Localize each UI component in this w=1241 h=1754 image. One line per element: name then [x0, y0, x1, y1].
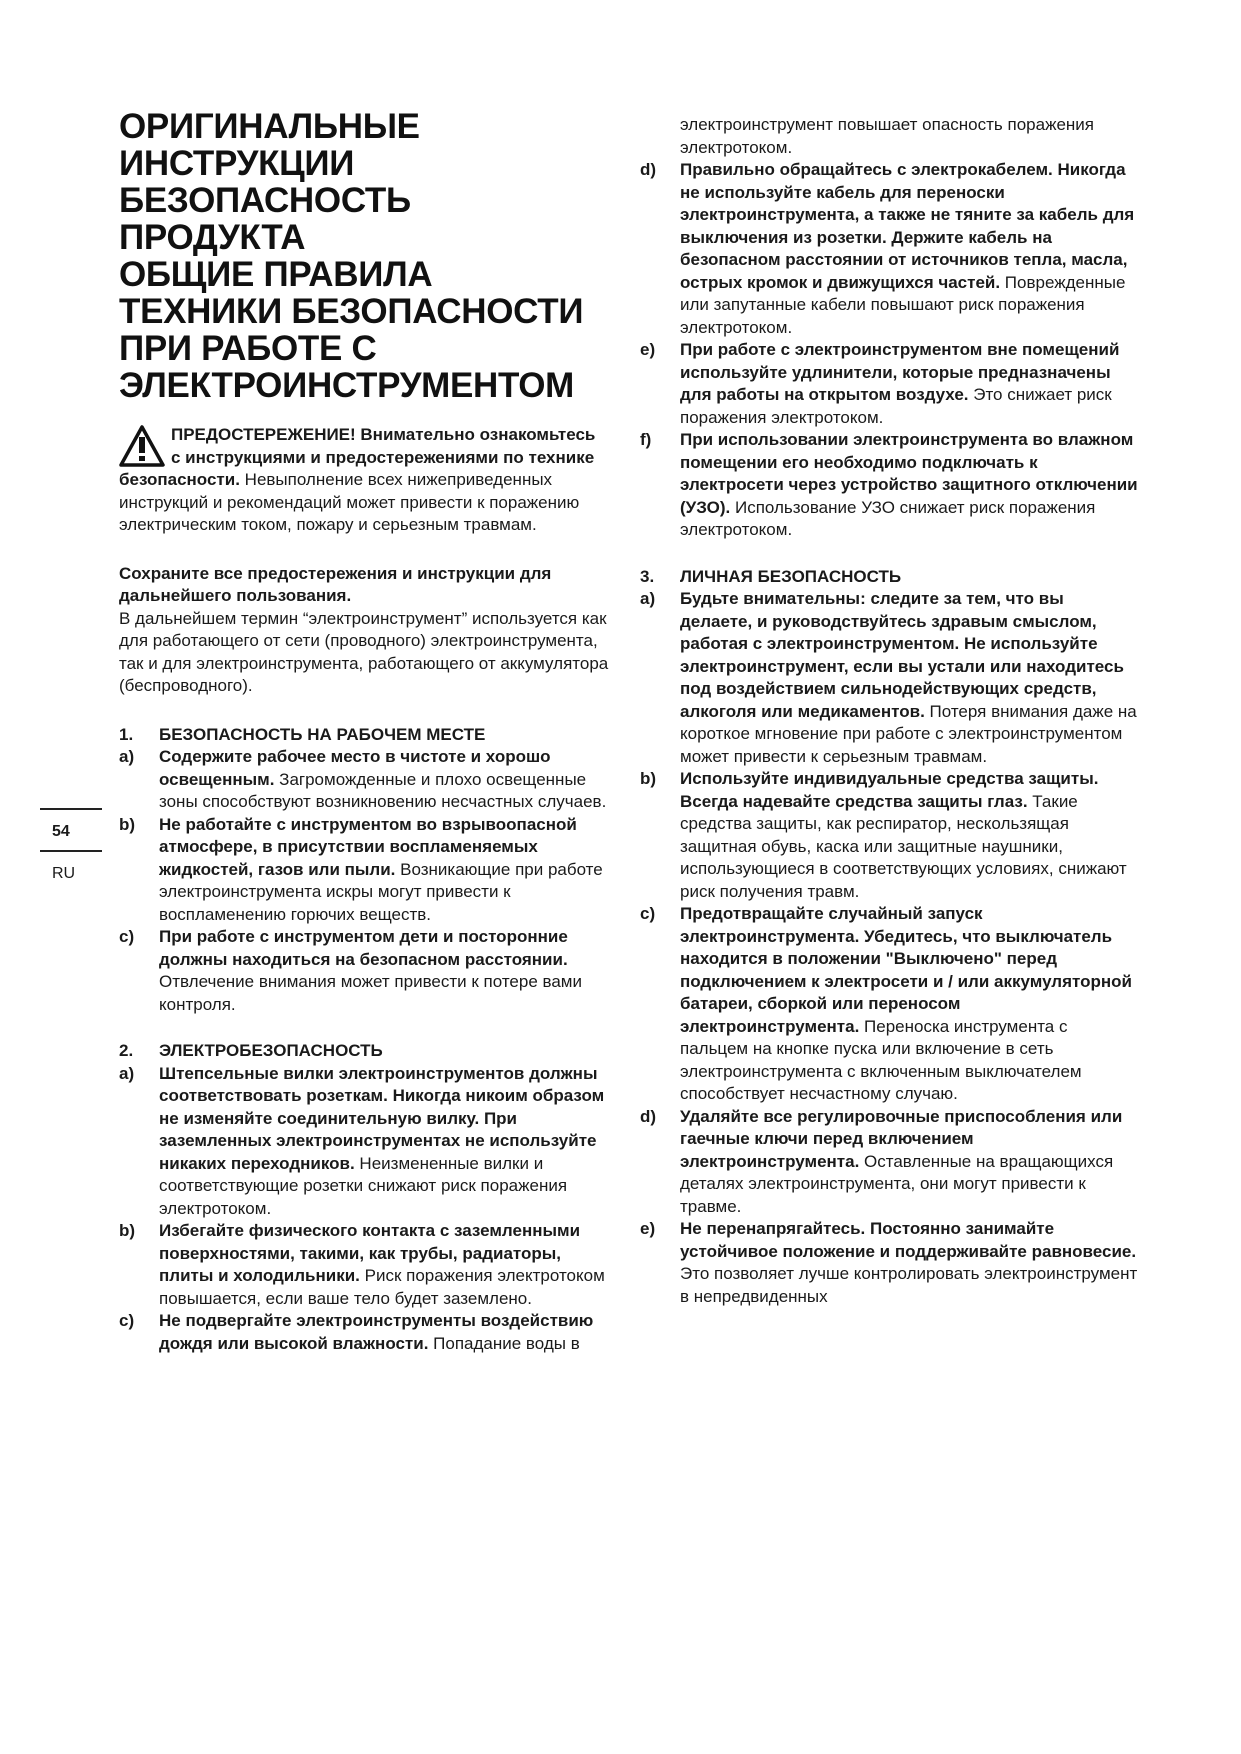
section-number: 3. — [640, 566, 655, 586]
list-item: e) При работе с электроинструментом вне помещений используйте удлинители, которые предназначены для работы на открытом воздухе. Это снижает риск поражения электротоком. — [640, 340, 1120, 427]
section-title: БЕЗОПАСНОСТЬ НА РАБОЧЕМ МЕСТЕ — [159, 724, 486, 744]
language-code: RU — [52, 865, 76, 882]
list-item: e) Не перенапрягайтесь. Постоянно занимайте устойчивое положение и поддерживайте равновесие. Это позволяет лучше контролировать электроинструмент в непредвиденных — [640, 1219, 1138, 1306]
page-title: ОРИГИНАЛЬНЫЕ ИНСТРУКЦИИ БЕЗОПАСНОСТЬ ПРОДУКТА ОБЩИЕ ПРАВИЛА ТЕХНИКИ БЕЗОПАСНОСТИ ПРИ РАБОТЕ С ЭЛЕКТРОИНСТРУМЕНТОМ — [119, 107, 584, 405]
section-number: 2. — [119, 1041, 134, 1060]
list-item: a) Будьте внимательны: следите за тем, что вы делаете, и руководствуйтесь здравым смыслом, работая с электроинструментом. Не используйте электроинструмент, если вы устали или находитесь под воздействием сильнодействующих средств, алкоголя или медикаментов. Потеря внимания даже на короткое мгновение при работе с электроинструментом может привести к серьезным травмам. — [640, 589, 1137, 766]
page-number: 54 — [52, 823, 70, 840]
continued-text: электроинструмент повышает опасность поражения электротоком. — [680, 115, 1094, 157]
warning-bold: ПРЕДОСТЕРЕЖЕНИЕ! Внимательно ознакомьтесь с инструкциями и предостережениями по технике безопасности. — [119, 425, 596, 489]
section-3 — [640, 566, 1140, 1309]
list-item: b) Избегайте физического контакта с заземленными поверхностями, такими, как трубы, радиаторы, плиты и холодильники. Риск поражения электротоком повышается, если ваше тело будет заземлено. — [119, 1221, 605, 1308]
section-1 — [119, 724, 609, 1017]
save-instructions — [119, 563, 609, 698]
warning-triangle-icon — [119, 424, 165, 468]
list-item: a) Содержите рабочее место в чистоте и хорошо освещенным. Загроможденные и плохо освещенные зоны способствуют возникновению несчастных случаев. — [119, 747, 607, 811]
warning-block — [119, 424, 609, 537]
section-title: ЛИЧНАЯ БЕЗОПАСНОСТЬ — [680, 566, 902, 586]
right-column — [640, 114, 1140, 1308]
list-item: c) Предотвращайте случайный запуск электроинструмента. Убедитесь, что выключатель находится в положении "Выключено" перед подключением к электросети и / или аккумуляторной батареи, сборкой или переносом электроинструмента. Переноска инструмента с пальцем на кнопке пуска или включение в сеть электроинструмента с включенным выключателем способствует несчастному случаю. — [640, 904, 1132, 1103]
save-heading: Сохраните все предостережения и инструкции для дальнейшего пользования. — [119, 563, 552, 605]
list-item: f) При использовании электроинструмента во влажном помещении его необходимо подключать к электросети через устройство защитного отключении (УЗО). Использование УЗО снижает риск поражения электротоком. — [640, 430, 1138, 539]
side-rule-bottom — [40, 850, 102, 852]
list-item: c) Не подвергайте электроинструменты воздействию дождя или высокой влажности. Попадание воды в — [119, 1311, 594, 1353]
list-item: d) Удаляйте все регулировочные приспособления или гаечные ключи перед включением электроинструмента. Оставленные на вращающихся деталях электроинструмента, они могут привести к травме. — [640, 1106, 1123, 1216]
left-column — [119, 108, 609, 1355]
section-number: 1. — [119, 724, 134, 744]
list-item: b) Используйте индивидуальные средства защиты. Всегда надевайте средства защиты глаз. Такие средства защиты, как респиратор, нескользящая защитная обувь, каска или защитные наушники, использующиеся в соответствующих условиях, снижают риск получения травм. — [640, 769, 1127, 901]
list-item: c) При работе с инструментом дети и посторонние должны находиться на безопасном расстоянии. Отвлечение внимания может привести к потере вами контроля. — [119, 927, 582, 1014]
warning-text: Невыполнение всех нижеприведенных инструкций и рекомендаций может привести к поражению электрическим током, пожару и серьезным травмам. — [119, 470, 580, 534]
list-item: a) Штепсельные вилки электроинструментов должны соответствовать розеткам. Никогда никоим образом не изменяйте соединительную вилку. При заземленных электроинструментах не используйте никаких переходников. Неизмененные вилки и соответствующие розетки снижают риск поражения электротоком. — [119, 1063, 605, 1218]
section-title: ЭЛЕКТРОБЕЗОПАСНОСТЬ — [159, 1041, 383, 1060]
list-item: b) Не работайте с инструментом во взрывоопасной атмосфере, в присутствии воспламеняемых жидкостей, газов или пыли. Возникающие при работе электроинструмента искры могут привести к воспламенению горючих веществ. — [119, 814, 603, 924]
side-rule-top — [40, 808, 102, 810]
list-item: d) Правильно обращайтесь с электрокабелем. Никогда не используйте кабель для переноски электроинструмента, а также не тяните за кабель для выключения из розетки. Держите кабель на безопасном расстоянии от источников тепла, масла, острых кромок и движущихся частей. Поврежденные или запутанные кабели повышают риск поражения электротоком. — [640, 160, 1135, 337]
section-2 — [119, 1040, 609, 1355]
save-text: В дальнейшем термин “электроинструмент” используется как для работающего от сети (проводного) электроинструмента, так и для электроинструмента, работающего от аккумулятора (беспроводного). — [119, 608, 609, 695]
